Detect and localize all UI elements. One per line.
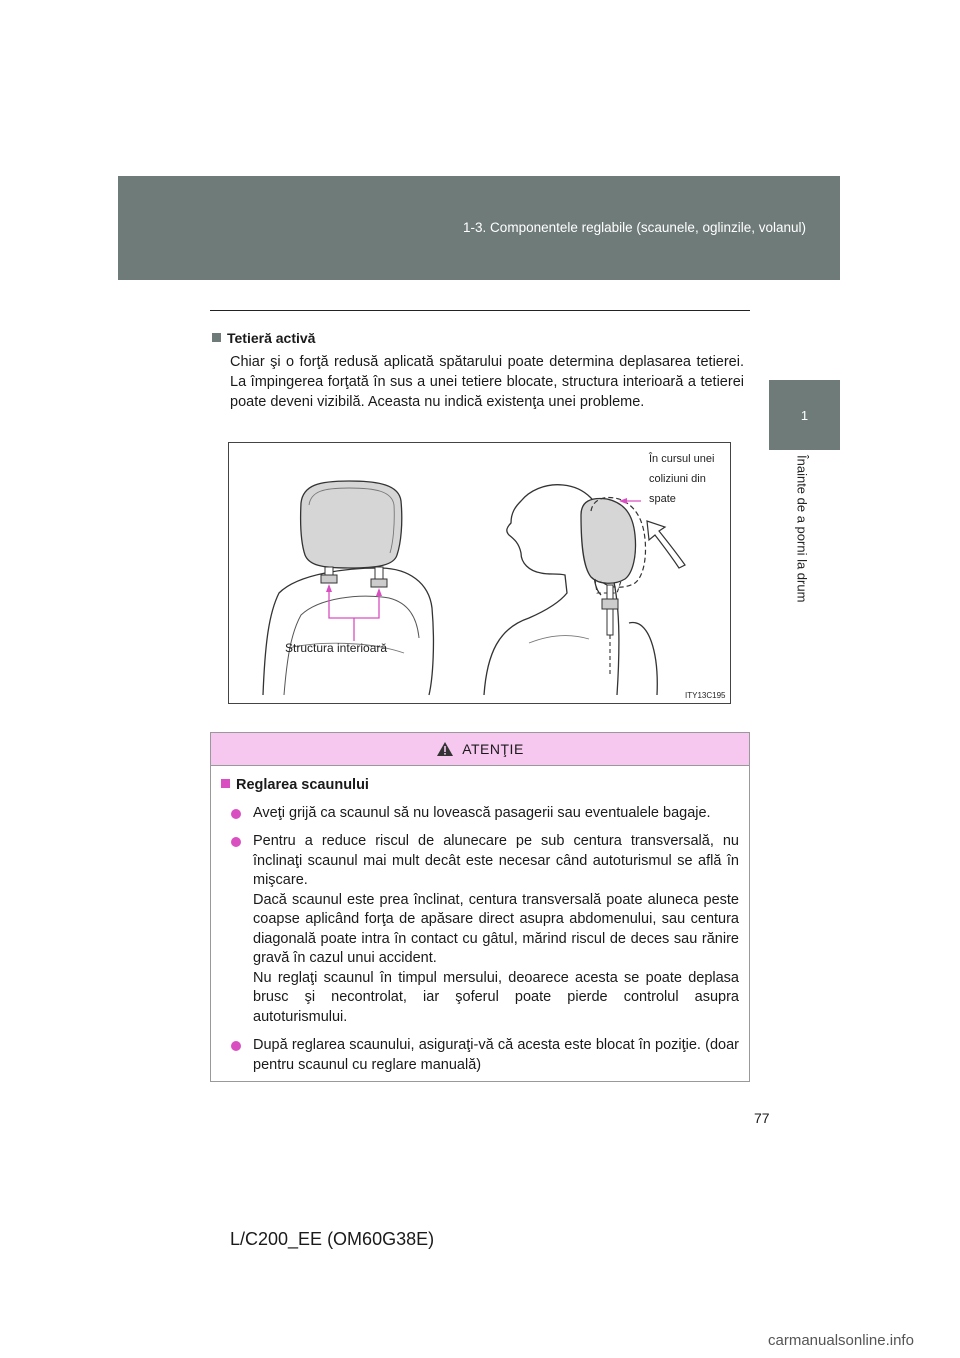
- section-title-text: Tetieră activă: [227, 330, 316, 346]
- headrest-lock-right: [371, 579, 387, 587]
- warning-subtitle: [221, 776, 739, 796]
- warning-bullet-text: Nu reglaţi scaunul în timpul mersului, deoarece acesta se poate deplasa brusc şi necontrolat, iar şoferul poate pierde controlul asupra autoturismului.: [253, 969, 739, 1025]
- headrest-post-right: [375, 567, 383, 579]
- warning-bullet: [231, 832, 739, 1027]
- warning-subtitle-text: Reglarea scaunului: [236, 777, 369, 793]
- headrest-illustration: [228, 442, 731, 704]
- chapter-tab-text: Înainte de a porni la drum: [794, 455, 810, 603]
- chapter-header: [118, 176, 840, 280]
- warning-box: [210, 732, 750, 1082]
- label-rear-collision-3: spate: [649, 493, 676, 505]
- seat-seam-right: [529, 636, 589, 643]
- callout-left: [329, 586, 379, 618]
- callout-arrow-right: [376, 588, 382, 596]
- warning-bullet-text: Pentru a reduce riscul de alunecare pe sub centura transversală, nu înclinaţi scaunul mai mult decât este necesar când autoturismul se află în mişcare.: [253, 833, 739, 888]
- bullet-dot-icon: [231, 837, 241, 847]
- label-rear-collision-1: În cursul unei: [649, 453, 715, 465]
- headrest-right: [581, 499, 636, 584]
- headrest-lock-left: [321, 575, 337, 583]
- label-inner-structure: Structura interioară: [285, 641, 388, 655]
- movement-arrow-icon: [647, 521, 685, 568]
- page-number: 77: [754, 1110, 770, 1126]
- seat-back-right-outer: [629, 623, 657, 695]
- headrest-post-lock: [602, 599, 618, 609]
- bullet-dot-icon: [231, 809, 241, 819]
- warning-header: [211, 733, 749, 766]
- chapter-tab-label: [782, 455, 822, 635]
- watermark: carmanualsonline.info: [768, 1332, 914, 1349]
- chapter-tab-number: 1: [769, 380, 840, 450]
- label-rear-collision-2: coliziuni din: [649, 473, 706, 485]
- figure-code: ITY13C195: [685, 691, 726, 700]
- square-bullet-icon: [221, 779, 230, 788]
- warning-bullet: [231, 1036, 739, 1075]
- warning-title: ATENŢIE: [462, 741, 524, 757]
- seat-back-left: [263, 568, 433, 695]
- callout-arrow-left: [326, 584, 332, 592]
- warning-bullet-text: Dacă scaunul este prea înclinat, centura transversală poate aluneca peste coapse aplicând forţa de apăsare direct asupra abdomenului, sau centura diagonală poate intra în contact cu gâtul, mărind riscul de deces sau rănire gravă în cazul unui accident.: [253, 891, 739, 966]
- bullet-dot-icon: [231, 1041, 241, 1051]
- warning-bullet-text: Aveţi grijă ca scaunul să nu lovească pasagerii sau eventualele bagaje.: [253, 804, 711, 821]
- warning-body: [211, 766, 749, 1075]
- document-code: L/C200_EE (OM60G38E): [230, 1229, 435, 1249]
- square-bullet-icon: [212, 333, 221, 342]
- warning-triangle-icon: [436, 741, 454, 757]
- warning-bullet: [231, 804, 739, 824]
- active-headrest-section: [212, 330, 744, 412]
- chapter-title: 1-3. Componentele reglabile (scaunele, oglinzile, volanul): [463, 220, 806, 235]
- headrest-post: [607, 585, 613, 635]
- section-body: Chiar şi o forţă redusă aplicată spătarului poate determina deplasarea tetierei. La împingerea forţată în sus a unei tetiere blocate, structura interioară a tetierei poate deveni vizibilă. Aceasta nu indică existenţa unei probleme.: [230, 354, 744, 410]
- section-divider: [210, 310, 750, 311]
- section-title: [212, 330, 744, 346]
- warning-bullet-text: După reglarea scaunului, asiguraţi-vă că acesta este blocat în poziţie. (doar pentru scaunul cu reglare manuală): [253, 1037, 739, 1073]
